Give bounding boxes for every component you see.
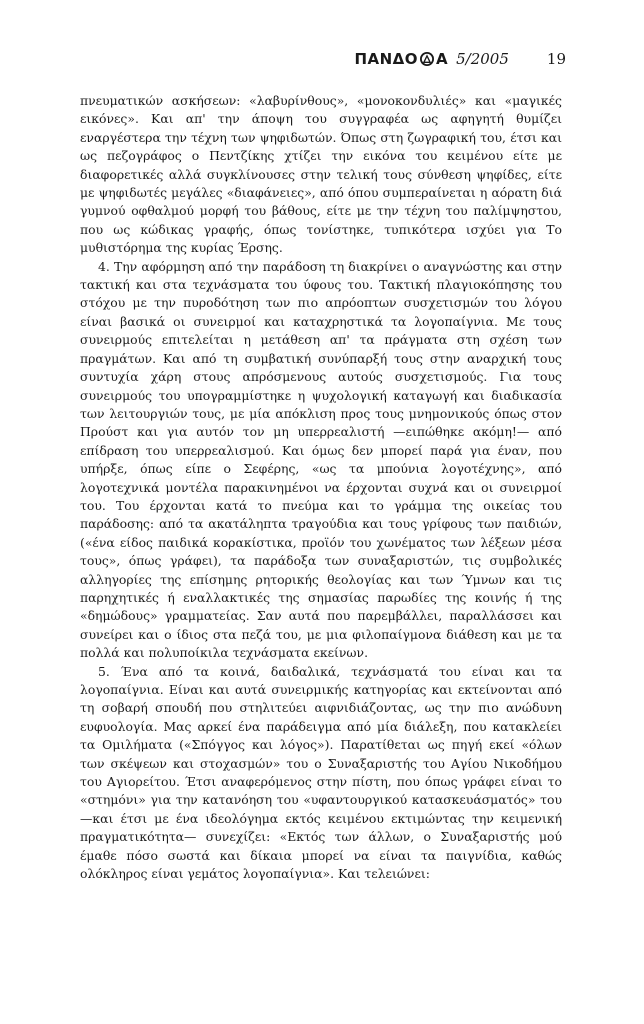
paragraph-continued: πνευματικών ασκήσεων: «λαβυρίνθους», «μονοκονδυλιές» και «μαγικές εικόνες». Και απ' την άποψη του συγγραφέα ως αφηγητή θυμίζει εναργέστερα την τέχνη των ψηφιδωτών. Όπως στη ζωγραφική του, έτσι και ως πεζογράφος ο Πεντζίκης χτίζει την εικόνα του κειμένου είτε με διαφορετικές αλλά συγκλίνουσες στην τελική τους σύνθεση ψηφίδες, είτε με ψηφιδωτές μεγάλες «διαφάνειες», από όπου συμπεραίνεται η αόρατη διά γυμνού οφθαλμού μορφή του βάθους, είτε με την τέχνη του παλίμψηστου, που ως κώδικας γραφής, όπως τονίστηκε, τυπικότερα ισχύει για Το μυθιστόρημα της κυρίας Έρσης. [80, 93, 562, 256]
page-number: 19 [546, 50, 566, 68]
page-body [80, 92, 562, 883]
issue-number: 5/2005 [456, 50, 509, 68]
paragraph-section-4: 4. Την αφόρμηση από την παράδοση τη διακρίνει ο αναγνώστης και στην τακτική και στα τεχνάσματα του ύφους του. Τακτική πλαγιοκόπησης του στόχου με την πυροδότηση των πιο απρόοπτων συσχετισμών του λόγου είναι βασικά οι συνειρμοί και καταχρηστικά τα λογοπαίγνια. Με τους συνειρμούς επιτελείται η μετάθεση απ' τα πράγματα στη σχέση των πραγμάτων. Και από τη συμβατική συνύπαρξή τους στην αναρχική τους συντυχία χάρη στους απρόσμενους αυτούς συσχετισμούς. Για τους συνειρμούς του υπογραμμίστηκε η ψυχολογική καταγωγή και διαδικασία των λειτουργιών τους, με μία απόκλιση προς τους μνημονικούς όπως στον Προύστ και για αυτόν τον μη υπερρεαλιστή —ειπώθηκε ακόμη!— από επίδραση του υπερρεαλισμού. Και όμως δεν μπορεί παρά για έναν, που υπήρξε, όπως είπε ο Σεφέρης, «ως τα μπούνια λογοτέχνης», από λογοτεχνικά μοντέλα παρακινημένοι να έρχονται συχνά και οι συνειρμοί του. Του έρχονται κατά το πνεύμα και το γράμμα της οικείας του παράδοσης: από τα ακατάληπτα τραγούδια και τους γρίφους των παιδιών, («ένα είδος παιδικά κορακίστικα, προϊόν του χωνέματος των λέξεων μέσα τους», όπως γράφει), τα παράδοξα των συναξαριστών, τις συμβολικές αλληγορίες της επίσημης ρητορικής θεολογίας και των Ύμνων και τις παρηχητικές ή εναλλακτικές της σημασίας παρωδίες της κοινής ή της «δημώδους» γραμματείας. Σαν αυτά που παρεμβάλλει, παραλλάσσει και συνείρει και ο ίδιος στα πεζά του, με μια φιλοπαίγμονα διάθεση και με τα πολλά και πολυποίκιλα τεχνάσματα εκείνων. [80, 258, 562, 661]
magazine-name [354, 50, 448, 68]
magazine-name-start: ΠΑΝΔΟ [354, 50, 419, 68]
magazine-name-end: Α [436, 50, 449, 68]
book-page [80, 48, 566, 883]
running-header [80, 48, 566, 70]
magazine-logo-icon [419, 51, 435, 67]
paragraph-section-5: 5. Ένα από τα κοινά, δαιδαλικά, τεχνάσματά του είναι και τα λογοπαίγνια. Είναι και αυτά συνειρμικής κατηγορίας και εκτείνονται από τη σοβαρή σπουδή που στηλιτεύει αιφνιδιάζοντας, ως την πιο ανώδυνη ευφυολογία. Μας αρκεί ένα παράδειγμα από μία διάλεξη, που κατακλείει τα Ομιλήματα («Σπόγγος και λόγος»). Παρατίθεται ως πηγή εκεί «όλων των σκέψεων και στοχασμών» του ο Συναξαριστής του Αγίου Νικοδήμου του Αγιορείτου. Έτσι αναφερόμενος στην πίστη, που όπως γράφει είναι το «στημόνι» για την κατανόηση του «υφαντουργικού κατασκευάσματός» του —και έτσι με ένα ιδεολόγημα εκτός κειμένου εκτιμώντας την κειμενική πραγματικότητα— συνεχίζει: «Εκτός των άλλων, ο Συναξαριστής μού έμαθε πόσο σωστά και δίκαια μπορεί να είναι τα παιγνίδια, καθώς ολόκληρος είναι γεμάτος λογοπαίγνια». Και τελειώνει: [80, 663, 562, 882]
